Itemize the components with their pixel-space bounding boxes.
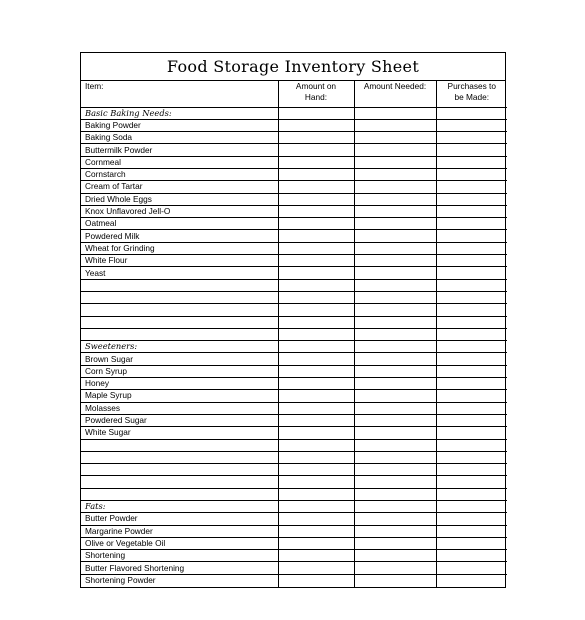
amount-on-hand-cell[interactable]	[278, 378, 354, 390]
purchases-cell[interactable]	[436, 144, 507, 156]
amount-on-hand-cell[interactable]	[278, 550, 354, 562]
purchases-cell[interactable]	[436, 501, 507, 513]
blank-row	[81, 328, 507, 340]
amount-needed-cell[interactable]	[354, 451, 436, 463]
sheet-title: Food Storage Inventory Sheet	[81, 53, 505, 81]
amount-needed-cell[interactable]	[354, 181, 436, 193]
section-row	[81, 501, 507, 513]
amount-needed-cell[interactable]	[354, 255, 436, 267]
table-row	[81, 205, 507, 217]
amount-on-hand-cell[interactable]	[278, 242, 354, 254]
amount-on-hand-cell[interactable]	[278, 341, 354, 353]
amount-needed-cell[interactable]	[354, 378, 436, 390]
amount-needed-cell[interactable]	[354, 414, 436, 426]
column-header-amount-needed: Amount Needed:	[354, 81, 436, 107]
amount-needed-cell[interactable]	[354, 365, 436, 377]
amount-on-hand-cell[interactable]	[278, 119, 354, 131]
section-heading: Fats:	[81, 501, 278, 513]
table-row	[81, 230, 507, 242]
item-cell	[81, 328, 278, 340]
item-cell: Maple Syrup	[81, 390, 278, 402]
amount-needed-cell[interactable]	[354, 574, 436, 586]
table-row	[81, 562, 507, 574]
blank-row	[81, 439, 507, 451]
table-row	[81, 193, 507, 205]
item-cell: Butter Powder	[81, 513, 278, 525]
table-row	[81, 525, 507, 537]
section-heading: Sweeteners:	[81, 341, 278, 353]
item-cell: Cream of Tartar	[81, 181, 278, 193]
blank-row	[81, 464, 507, 476]
purchases-cell[interactable]	[436, 267, 507, 279]
amount-on-hand-cell[interactable]	[278, 390, 354, 402]
item-cell: Butter Flavored Shortening	[81, 562, 278, 574]
table-row	[81, 132, 507, 144]
item-cell: Baking Soda	[81, 132, 278, 144]
amount-on-hand-cell[interactable]	[278, 168, 354, 180]
table-row	[81, 267, 507, 279]
purchases-cell[interactable]	[436, 328, 507, 340]
column-header-purchases: Purchases to be Made:	[436, 81, 507, 107]
amount-needed-cell[interactable]	[354, 242, 436, 254]
purchases-cell[interactable]	[436, 107, 507, 119]
amount-on-hand-cell[interactable]	[278, 181, 354, 193]
amount-on-hand-cell[interactable]	[278, 316, 354, 328]
item-cell: Honey	[81, 378, 278, 390]
amount-on-hand-cell[interactable]	[278, 193, 354, 205]
purchases-cell[interactable]	[436, 353, 507, 365]
table-row	[81, 255, 507, 267]
purchases-cell[interactable]	[436, 132, 507, 144]
purchases-cell[interactable]	[436, 242, 507, 254]
amount-needed-cell[interactable]	[354, 132, 436, 144]
item-cell: Shortening	[81, 550, 278, 562]
item-cell	[81, 279, 278, 291]
amount-on-hand-cell[interactable]	[278, 464, 354, 476]
item-cell	[81, 451, 278, 463]
item-cell	[81, 291, 278, 303]
amount-needed-cell[interactable]	[354, 218, 436, 230]
amount-on-hand-cell[interactable]	[278, 205, 354, 217]
amount-needed-cell[interactable]	[354, 439, 436, 451]
column-header-item: Item:	[81, 81, 278, 107]
inventory-table	[81, 81, 507, 587]
table-row	[81, 378, 507, 390]
item-cell: Powdered Milk	[81, 230, 278, 242]
blank-row	[81, 316, 507, 328]
table-row	[81, 402, 507, 414]
item-cell: Shortening Powder	[81, 574, 278, 586]
purchases-cell[interactable]	[436, 464, 507, 476]
amount-on-hand-cell[interactable]	[278, 488, 354, 500]
amount-needed-cell[interactable]	[354, 488, 436, 500]
purchases-cell[interactable]	[436, 550, 507, 562]
blank-row	[81, 291, 507, 303]
table-row	[81, 218, 507, 230]
purchases-cell[interactable]	[436, 488, 507, 500]
amount-needed-cell[interactable]	[354, 168, 436, 180]
item-cell: Oatmeal	[81, 218, 278, 230]
purchases-cell[interactable]	[436, 218, 507, 230]
item-cell: Wheat for Grinding	[81, 242, 278, 254]
table-row	[81, 365, 507, 377]
item-cell: Buttermilk Powder	[81, 144, 278, 156]
purchases-cell[interactable]	[436, 537, 507, 549]
blank-row	[81, 488, 507, 500]
amount-needed-cell[interactable]	[354, 476, 436, 488]
table-row	[81, 574, 507, 586]
purchases-cell[interactable]	[436, 291, 507, 303]
table-body	[81, 107, 507, 587]
amount-on-hand-cell[interactable]	[278, 562, 354, 574]
table-row	[81, 353, 507, 365]
item-cell	[81, 464, 278, 476]
purchases-cell[interactable]	[436, 476, 507, 488]
item-cell: Margarine Powder	[81, 525, 278, 537]
table-row	[81, 119, 507, 131]
column-header-amount-on-hand: Amount on Hand:	[278, 81, 354, 107]
table-row	[81, 513, 507, 525]
item-cell: Powdered Sugar	[81, 414, 278, 426]
amount-on-hand-cell[interactable]	[278, 525, 354, 537]
amount-on-hand-cell[interactable]	[278, 230, 354, 242]
amount-on-hand-cell[interactable]	[278, 353, 354, 365]
table-row	[81, 144, 507, 156]
purchases-cell[interactable]	[436, 402, 507, 414]
amount-on-hand-cell[interactable]	[278, 304, 354, 316]
item-cell: Cornmeal	[81, 156, 278, 168]
amount-needed-cell[interactable]	[354, 205, 436, 217]
amount-on-hand-cell[interactable]	[278, 267, 354, 279]
amount-on-hand-cell[interactable]	[278, 501, 354, 513]
item-cell: Corn Syrup	[81, 365, 278, 377]
table-row	[81, 537, 507, 549]
amount-needed-cell[interactable]	[354, 427, 436, 439]
purchases-cell[interactable]	[436, 574, 507, 586]
item-cell: Molasses	[81, 402, 278, 414]
amount-on-hand-cell[interactable]	[278, 537, 354, 549]
section-row	[81, 341, 507, 353]
item-cell: Brown Sugar	[81, 353, 278, 365]
blank-row	[81, 279, 507, 291]
purchases-cell[interactable]	[436, 525, 507, 537]
item-cell: Cornstarch	[81, 168, 278, 180]
amount-on-hand-cell[interactable]	[278, 574, 354, 586]
table-row	[81, 414, 507, 426]
item-cell: Yeast	[81, 267, 278, 279]
table-row	[81, 427, 507, 439]
purchases-cell[interactable]	[436, 390, 507, 402]
amount-on-hand-cell[interactable]	[278, 218, 354, 230]
item-cell	[81, 476, 278, 488]
amount-needed-cell[interactable]	[354, 562, 436, 574]
amount-needed-cell[interactable]	[354, 464, 436, 476]
amount-needed-cell[interactable]	[354, 341, 436, 353]
amount-on-hand-cell[interactable]	[278, 402, 354, 414]
purchases-cell[interactable]	[436, 378, 507, 390]
amount-on-hand-cell[interactable]	[278, 144, 354, 156]
amount-needed-cell[interactable]	[354, 304, 436, 316]
purchases-cell[interactable]	[436, 255, 507, 267]
purchases-cell[interactable]	[436, 279, 507, 291]
amount-on-hand-cell[interactable]	[278, 255, 354, 267]
table-row	[81, 390, 507, 402]
table-row	[81, 181, 507, 193]
amount-needed-cell[interactable]	[354, 107, 436, 119]
purchases-cell[interactable]	[436, 414, 507, 426]
table-row	[81, 550, 507, 562]
blank-row	[81, 451, 507, 463]
item-cell: Olive or Vegetable Oil	[81, 537, 278, 549]
item-cell: Dried Whole Eggs	[81, 193, 278, 205]
amount-needed-cell[interactable]	[354, 119, 436, 131]
amount-on-hand-cell[interactable]	[278, 513, 354, 525]
amount-on-hand-cell[interactable]	[278, 451, 354, 463]
purchases-cell[interactable]	[436, 451, 507, 463]
header-row	[81, 81, 507, 107]
amount-on-hand-cell[interactable]	[278, 365, 354, 377]
amount-needed-cell[interactable]	[354, 279, 436, 291]
amount-needed-cell[interactable]	[354, 501, 436, 513]
item-cell	[81, 316, 278, 328]
purchases-cell[interactable]	[436, 365, 507, 377]
item-cell	[81, 439, 278, 451]
amount-on-hand-cell[interactable]	[278, 291, 354, 303]
amount-needed-cell[interactable]	[354, 513, 436, 525]
item-cell: White Sugar	[81, 427, 278, 439]
blank-row	[81, 304, 507, 316]
purchases-cell[interactable]	[436, 341, 507, 353]
purchases-cell[interactable]	[436, 168, 507, 180]
purchases-cell[interactable]	[436, 439, 507, 451]
inventory-sheet	[80, 52, 506, 588]
amount-on-hand-cell[interactable]	[278, 107, 354, 119]
purchases-cell[interactable]	[436, 156, 507, 168]
amount-needed-cell[interactable]	[354, 193, 436, 205]
amount-on-hand-cell[interactable]	[278, 476, 354, 488]
purchases-cell[interactable]	[436, 316, 507, 328]
amount-needed-cell[interactable]	[354, 156, 436, 168]
item-cell: Knox Unflavored Jell-O	[81, 205, 278, 217]
amount-on-hand-cell[interactable]	[278, 156, 354, 168]
amount-needed-cell[interactable]	[354, 230, 436, 242]
item-cell: White Flour	[81, 255, 278, 267]
table-row	[81, 156, 507, 168]
purchases-cell[interactable]	[436, 193, 507, 205]
amount-on-hand-cell[interactable]	[278, 279, 354, 291]
amount-needed-cell[interactable]	[354, 525, 436, 537]
amount-needed-cell[interactable]	[354, 390, 436, 402]
amount-on-hand-cell[interactable]	[278, 328, 354, 340]
item-cell	[81, 488, 278, 500]
amount-needed-cell[interactable]	[354, 353, 436, 365]
amount-needed-cell[interactable]	[354, 267, 436, 279]
purchases-cell[interactable]	[436, 562, 507, 574]
purchases-cell[interactable]	[436, 513, 507, 525]
amount-needed-cell[interactable]	[354, 537, 436, 549]
amount-needed-cell[interactable]	[354, 316, 436, 328]
amount-on-hand-cell[interactable]	[278, 427, 354, 439]
item-cell: Baking Powder	[81, 119, 278, 131]
amount-on-hand-cell[interactable]	[278, 414, 354, 426]
amount-needed-cell[interactable]	[354, 550, 436, 562]
blank-row	[81, 476, 507, 488]
purchases-cell[interactable]	[436, 205, 507, 217]
section-row	[81, 107, 507, 119]
purchases-cell[interactable]	[436, 230, 507, 242]
purchases-cell[interactable]	[436, 304, 507, 316]
item-cell	[81, 304, 278, 316]
amount-needed-cell[interactable]	[354, 291, 436, 303]
purchases-cell[interactable]	[436, 181, 507, 193]
amount-on-hand-cell[interactable]	[278, 132, 354, 144]
purchases-cell[interactable]	[436, 427, 507, 439]
table-row	[81, 168, 507, 180]
amount-needed-cell[interactable]	[354, 144, 436, 156]
table-row	[81, 242, 507, 254]
amount-needed-cell[interactable]	[354, 402, 436, 414]
section-heading: Basic Baking Needs:	[81, 107, 278, 119]
amount-needed-cell[interactable]	[354, 328, 436, 340]
amount-on-hand-cell[interactable]	[278, 439, 354, 451]
purchases-cell[interactable]	[436, 119, 507, 131]
